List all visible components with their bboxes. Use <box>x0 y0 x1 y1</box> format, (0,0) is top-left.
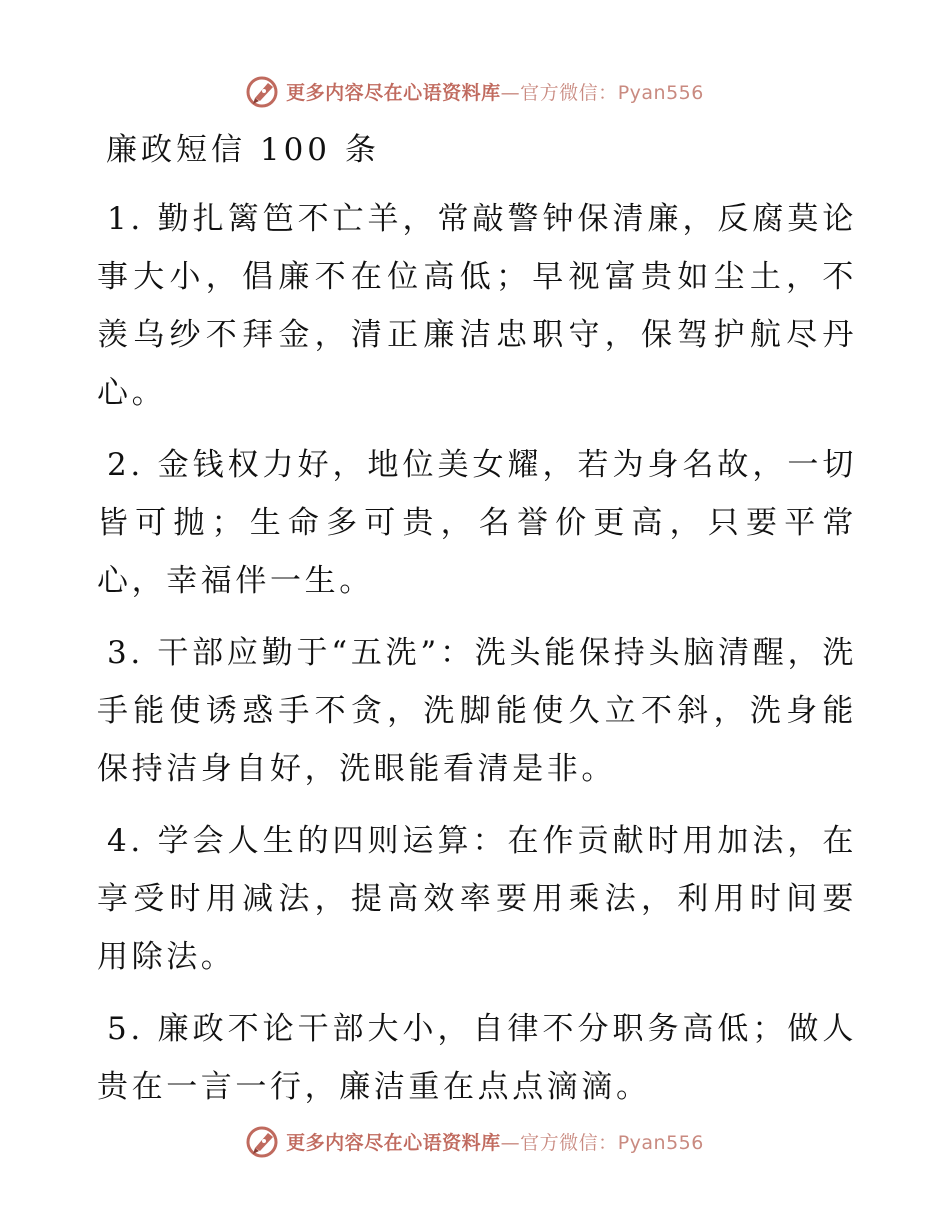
pen-nib-logo-icon <box>246 1124 280 1158</box>
document-title: 廉政短信 100 条 <box>106 132 380 168</box>
footer-banner-wechat-id: Pyan556 <box>617 1131 704 1154</box>
footer-banner-dash: — <box>500 1131 521 1154</box>
list-item: 1. 勤扎篱笆不亡羊，常敲警钟保清廉，反腐莫论事大小，倡廉不在位高低；早视富贵如尘土，不羡乌纱不拜金，清正廉洁忠职守，保驾护航尽丹心。 <box>97 201 857 411</box>
list-item: 4. 学会人生的四则运算：在作贡献时用加法，在享受时用减法，提高效率要用乘法，利用时间要用除法。 <box>97 823 857 975</box>
footer-banner <box>0 1124 950 1158</box>
footer-banner-official-label: 官方微信： <box>520 1131 618 1154</box>
banner-main-text: 更多内容尽在心语资料库 <box>286 81 501 104</box>
banner-official-label: 官方微信： <box>520 81 618 104</box>
list-item: 5. 廉政不论干部大小，自律不分职务高低；做人贵在一言一行，廉洁重在点点滴滴。 <box>97 1011 857 1105</box>
footer-banner-main-text: 更多内容尽在心语资料库 <box>286 1131 501 1154</box>
list-item: 3. 干部应勤于“五洗”：洗头能保持头脑清醒，洗手能使诱惑手不贪，洗脚能使久立不斜，洗身能保持洁身自好，洗眼能看清是非。 <box>97 635 857 787</box>
document-body <box>97 190 857 1130</box>
list-item: 2. 金钱权力好，地位美女耀，若为身名故，一切皆可抛；生命多可贵，名誉价更高，只要平常心，幸福伴一生。 <box>97 447 857 599</box>
header-banner <box>0 74 950 108</box>
banner-wechat-id: Pyan556 <box>617 81 704 104</box>
banner-dash: — <box>500 81 521 104</box>
pen-nib-logo-icon <box>246 74 280 108</box>
